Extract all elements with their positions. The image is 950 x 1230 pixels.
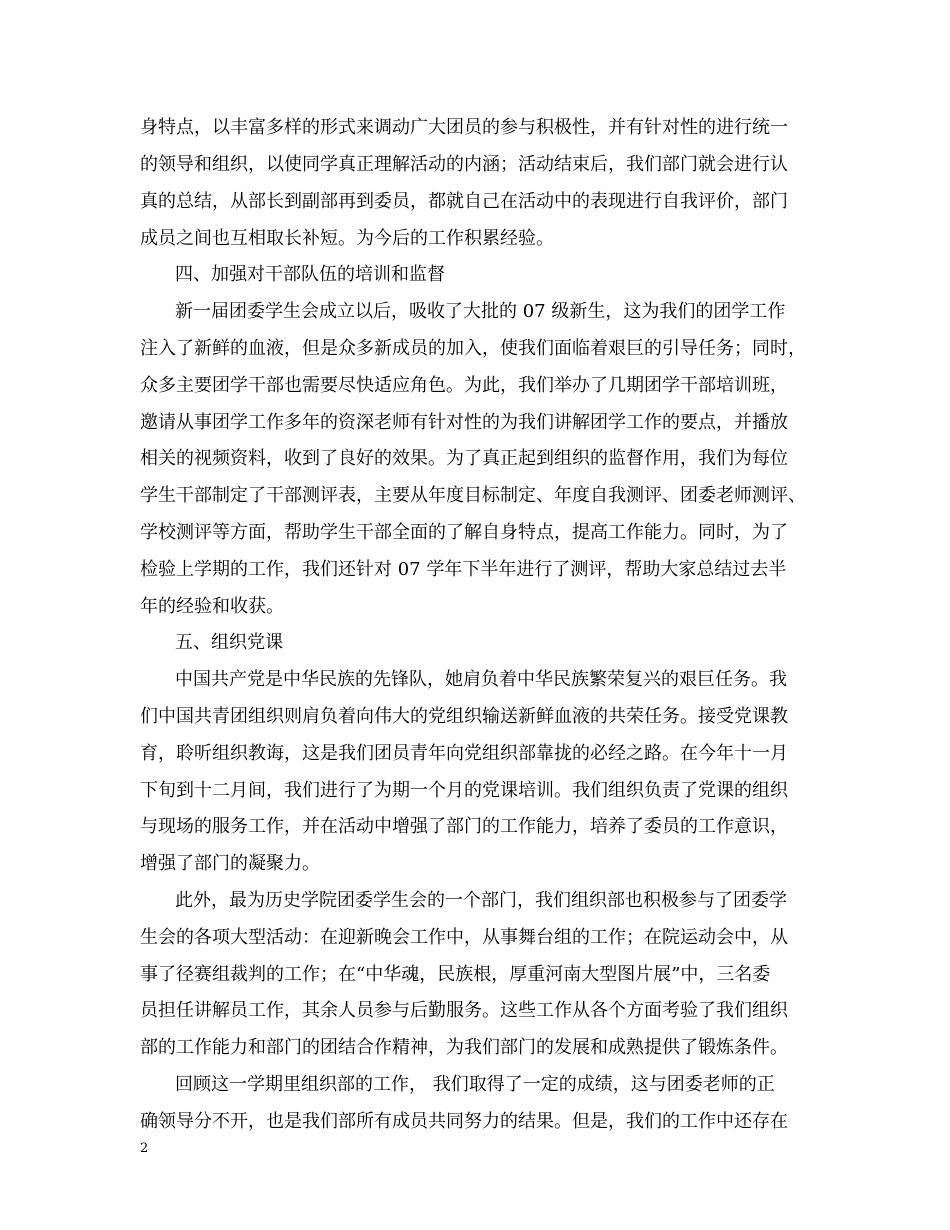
- text-line: 众多主要团学干部也需要尽快适应角色。为此，我们举办了几期团学干部培训班，: [140, 375, 788, 396]
- text-line: 检验上学期的工作，我们还针对 07 学年下半年进行了测评，帮助大家总结过去半: [140, 559, 787, 580]
- text-line: 身特点，以丰富多样的形式来调动广大团员的参与积极性，并有针对性的进行统一: [140, 117, 788, 138]
- section-heading: 四、加强对干部队伍的培训和监督: [175, 264, 445, 285]
- page-number: 2: [140, 1141, 149, 1156]
- text-line: 事了径赛组裁判的工作；在“中华魂，民族根，厚重河南大型图片展”中，三名委: [140, 964, 771, 985]
- text-line: 学生干部制定了干部测评表，主要从年度目标制定、年度自我测评、团委老师测评、: [140, 485, 806, 506]
- section-heading: 五、组织党课: [175, 632, 283, 653]
- text-line: 相关的视频资料，收到了良好的效果。为了真正起到组织的监督作用，我们为每位: [140, 448, 788, 469]
- text-line: 中国共产党是中华民族的先锋队，她肩负着中华民族繁荣复兴的艰巨任务。我: [175, 669, 787, 690]
- text-line: 真的总结，从部长到副部再到委员，都就自己在活动中的表现进行自我评价，部门: [140, 191, 788, 212]
- text-line: 增强了部门的凝聚力。: [140, 853, 320, 874]
- text-line: 下旬到十二月间，我们进行了为期一个月的党课培训。我们组织负责了党课的组织: [140, 780, 788, 801]
- text-line: 育，聆听组织教诲，这是我们团员青年向党组织部靠拢的必经之路。在今年十一月: [140, 743, 788, 764]
- text-line: 成员之间也互相取长补短。为今后的工作积累经验。: [140, 228, 554, 249]
- text-line: 此外，最为历史学院团委学生会的一个部门，我们组织部也积极参与了团委学: [175, 890, 787, 911]
- text-line: 回顾这一学期里组织部的工作， 我们取得了一定的成绩，这与团委老师的正: [175, 1074, 775, 1095]
- text-line: 的领导和组织，以使同学真正理解活动的内涵；活动结束后，我们部门就会进行认: [140, 154, 788, 175]
- text-line: 们中国共青团组织则肩负着向伟大的党组织输送新鲜血液的共荣任务。接受党课教: [140, 706, 788, 727]
- text-line: 新一届团委学生会成立以后，吸收了大批的 07 级新生，这为我们的团学工作: [175, 301, 786, 322]
- text-line: 与现场的服务工作，并在活动中增强了部门的工作能力，培养了委员的工作意识，: [140, 816, 788, 837]
- text-line: 年的经验和收获。: [140, 596, 284, 617]
- text-line: 员担任讲解员工作，其余人员参与后勤服务。这些工作从各个方面考验了我们组织: [140, 1000, 788, 1021]
- text-line: 邀请从事团学工作多年的资深老师有针对性的为我们讲解团学工作的要点，并播放: [140, 412, 788, 433]
- text-line: 生会的各项大型活动：在迎新晚会工作中，从事舞台组的工作；在院运动会中，从: [140, 927, 788, 948]
- text-line: 确领导分不开，也是我们部所有成员共同努力的结果。但是，我们的工作中还存在: [140, 1111, 788, 1132]
- text-line: 学校测评等方面，帮助学生干部全面的了解自身特点，提高工作能力。同时，为了: [140, 522, 788, 543]
- text-line: 部的工作能力和部门的团结合作精神，为我们部门的发展和成熟提供了锻炼条件。: [140, 1037, 788, 1058]
- text-line: 注入了新鲜的血液，但是众多新成员的加入，使我们面临着艰巨的引导任务；同时，: [140, 338, 806, 359]
